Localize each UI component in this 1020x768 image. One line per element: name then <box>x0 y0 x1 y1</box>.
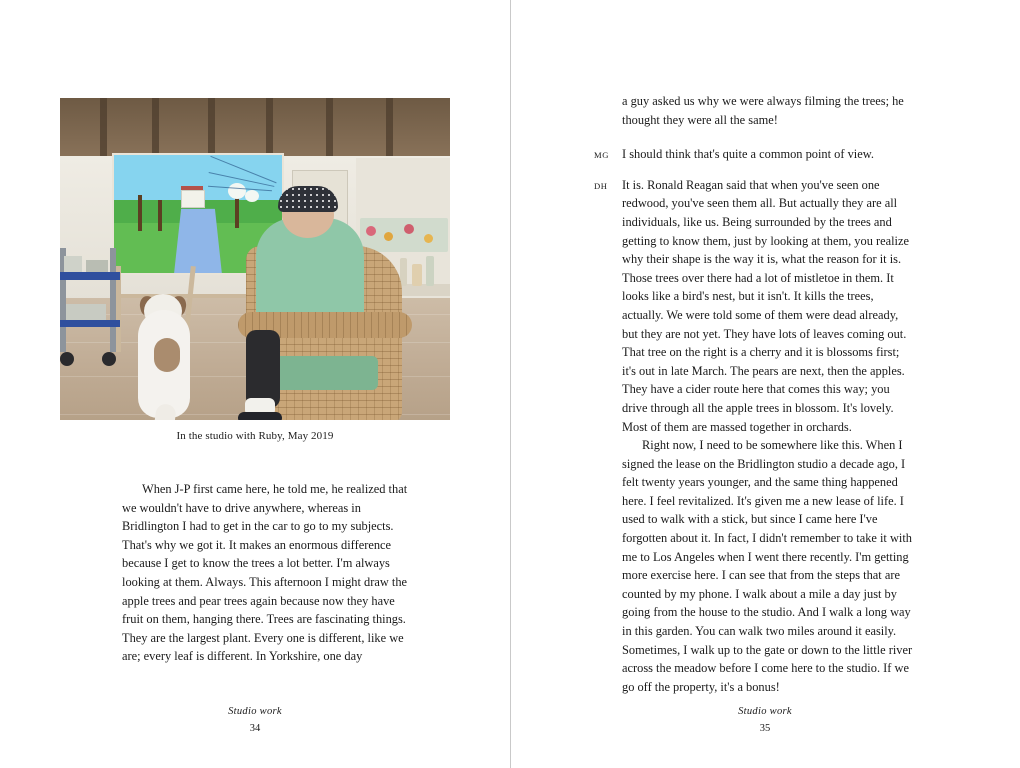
dog-fur-patch <box>154 338 180 372</box>
ceiling-beam-icon <box>208 98 215 160</box>
ceiling-beam-icon <box>386 98 393 160</box>
left-body-text <box>122 480 412 666</box>
left-folio <box>0 706 510 734</box>
flower <box>366 226 376 236</box>
supply-item <box>412 264 422 286</box>
carryover-paragraph: a guy asked us why we were always filming the trees; he thought they were all the same! <box>622 94 904 127</box>
right-folio <box>510 706 1020 734</box>
ceiling-beam-icon <box>152 98 159 160</box>
studio-photograph <box>60 98 450 420</box>
page-number: 34 <box>249 723 261 734</box>
right-body-text <box>594 92 914 708</box>
running-head: Studio work <box>228 706 282 717</box>
speech-mg <box>594 145 914 164</box>
flower <box>404 224 414 234</box>
paragraph: When J-P first came here, he told me, he realized that we wouldn't have to drive anywhere, whereas in Bridlington I had to get in the car to go to my subjects. That's why we got it. It makes an enormous difference because I get to know the trees a lot better. I'm always looking at them. Always. This afternoon I might draw the apple trees and pear trees again because now they have fruit on them, hanging there. Trees are fascinating things. They are the largest plant. Every one is different, like we are; every leaf is different. In Yorkshire, one day <box>122 482 408 664</box>
utility-trolley <box>60 248 120 368</box>
page-number: 35 <box>759 723 771 734</box>
speaker-label: MG <box>594 150 610 161</box>
ceiling-beam-icon <box>326 98 333 160</box>
speech-text: I should think that's quite a common point of view. <box>622 147 874 162</box>
speech-text-continuation: Right now, I need to be somewhere like this. When I signed the lease on the Bridlington studio a decade ago, I felt twenty years younger, and the same thing happened here. I feel revitalized. It's given me a new lease of life. I used to walk with a stick, but since I came here I've forgotten about it. In fact, I didn't remember to take it with me to Los Angeles when I went there recently. I'm getting more exercise here. I can see that from the steps that are counted by my phone. I walk about a mile a day just by going from the house to the studio. And I walk a long way in this garden. You can walk two miles around it easily. Sometimes, I walk up to the gate or down to the little river across the meadow before I come here to the studio. If we go off the property, it's a bonus! <box>622 438 913 694</box>
supply-item <box>426 256 434 286</box>
speaker-label: DH <box>594 180 608 191</box>
flat-cap <box>278 186 338 212</box>
right-page <box>510 0 1020 768</box>
speech-dh <box>594 176 914 697</box>
running-head: Studio work <box>738 706 792 717</box>
ceiling-beam-icon <box>100 98 107 160</box>
ceiling-beam-icon <box>266 98 273 160</box>
photo-image <box>60 98 450 420</box>
figure-caption: In the studio with Ruby, May 2019 <box>176 430 334 442</box>
flower <box>384 232 393 241</box>
shoe <box>238 412 282 420</box>
seated-man-leg <box>246 330 280 408</box>
flower <box>424 234 433 243</box>
speech-text: It is. Ronald Reagan said that when you've seen one redwood, you've seen them all. But actually they are all individuals, like us. Being surrounded by the trees and getting to know them, just by looking at them, you realize why their shape is the way it is, what the reason for it is. Those trees over there had a lot of mistletoe in them. It looks like a bird's nest, but it isn't. It kills the trees, actually. We were told some of them were dead already, but they are not yet. They have lots of leaves coming out. That tree on the right is a cherry and it is blossoms first; it's out in late March. The pears are next, then the apples. They have a cider route here that comes this way; you drive through all the apple trees in blossom. It's lovely. Most of them are massed together in orchards. <box>622 177 909 434</box>
